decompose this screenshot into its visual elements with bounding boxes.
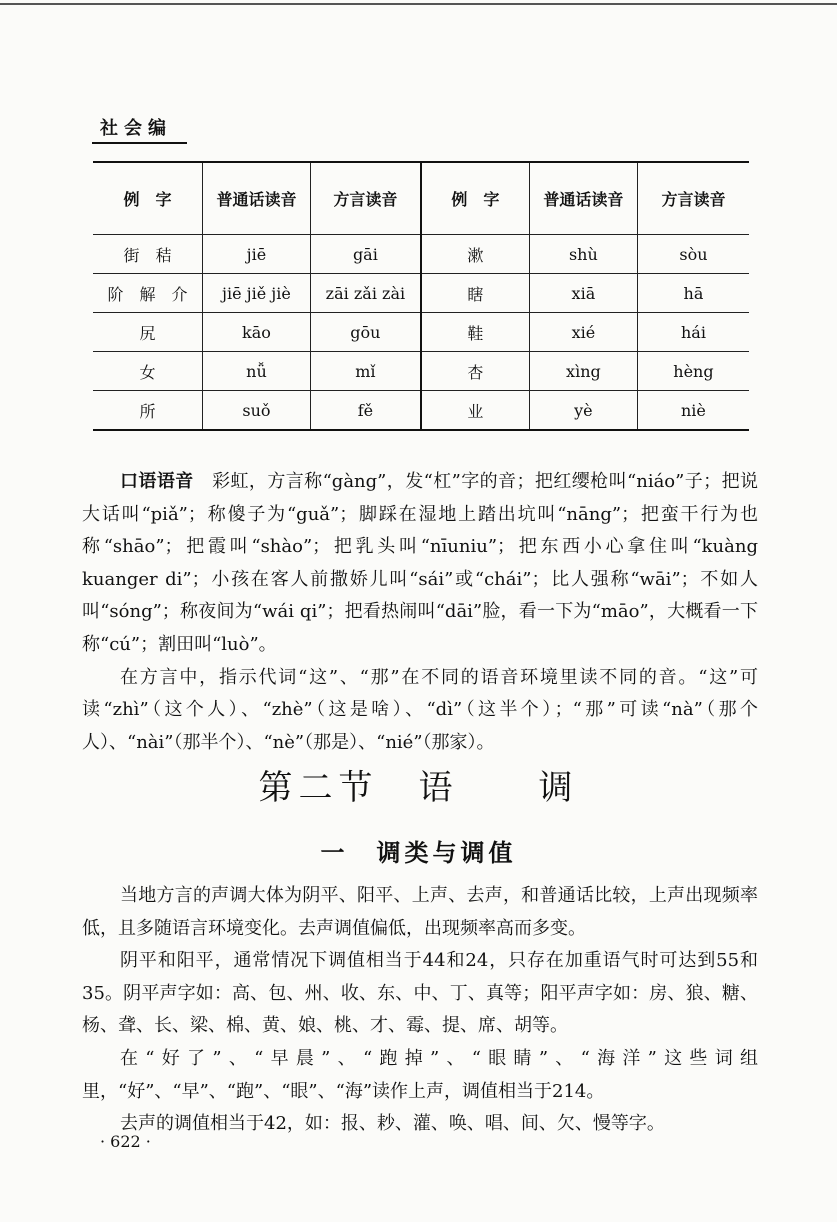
- table-cell: kāo: [202, 313, 310, 352]
- table-cell: yè: [529, 391, 637, 431]
- table-cell: 尻: [93, 313, 202, 352]
- table-cell: 瞎: [421, 274, 530, 313]
- table-row: [93, 274, 749, 313]
- table-cell: 街 秸: [93, 235, 202, 274]
- table-cell: xié: [529, 313, 637, 352]
- table-header-row: [93, 162, 749, 235]
- table-cell: mǐ: [310, 352, 420, 391]
- table-cell: 鞋: [421, 313, 530, 352]
- table-cell: niè: [637, 391, 749, 431]
- table-cell: 所: [93, 391, 202, 431]
- table-cell: 阶 解 介: [93, 274, 202, 313]
- table-cell: 杏: [421, 352, 530, 391]
- subsection-title: 一 调类与调值: [320, 838, 517, 867]
- paragraph-colloquial-speech: [82, 466, 758, 662]
- running-header: 社会编: [100, 118, 172, 139]
- table-cell: nǚ: [202, 352, 310, 391]
- pronunciation-table: [93, 161, 749, 431]
- table-cell: hèng: [637, 352, 749, 391]
- paragraph-tone-overview: 当地方言的声调大体为阴平、阳平、上声、去声，和普通话比较，上声出现频率低，且多随语言环境变化。去声调值偏低，出现频率高而多变。: [82, 885, 758, 939]
- table-cell: jiē jiě jiè: [202, 274, 310, 313]
- table-row: [93, 391, 749, 431]
- column-header-mandarin: 普通话读音: [202, 162, 310, 235]
- table-cell: hái: [637, 313, 749, 352]
- paragraph-rising-tone: 在“好了”、“早晨”、“跑掉”、“眼睛”、“海洋”这些词组里，“好”、“早”、“跑”、“眼”、“海”读作上声，调值相当于214。: [82, 1047, 758, 1102]
- paragraph-lead-term: 口语语音: [120, 471, 194, 492]
- dialect-pronunciation-text: [82, 466, 758, 759]
- table-cell: jiē: [202, 235, 310, 274]
- paragraph-level-tones: 阴平和阳平，通常情况下调值相当于44和24，只存在加重语气时可达到55和35。阴平声字如：高、包、州、收、东、中、丁、真等；阳平声字如：房、狼、糖、杨、聋、长、梁、棉、黄、娘、桃、才、霉、提、席、胡等。: [82, 950, 758, 1037]
- column-header-dialect-2: 方言读音: [637, 162, 749, 235]
- column-header-example: 例 字: [93, 162, 202, 235]
- table-row: [93, 313, 749, 352]
- table-cell: hā: [637, 274, 749, 313]
- table-cell: xiā: [529, 274, 637, 313]
- table-cell: shù: [529, 235, 637, 274]
- table-row: [93, 352, 749, 391]
- page-number: · 622 ·: [100, 1132, 151, 1151]
- table-cell: gāi: [310, 235, 420, 274]
- tone-text: [82, 880, 758, 1141]
- page-top-edge-line: [0, 3, 837, 5]
- table-cell: 业: [421, 391, 530, 431]
- section-title: 第二节 语 调: [258, 768, 579, 808]
- table-cell: gōu: [310, 313, 420, 352]
- table-cell: 漱: [421, 235, 530, 274]
- table-cell: zāi zǎi zài: [310, 274, 420, 313]
- header-rule: [92, 142, 187, 144]
- column-header-dialect: 方言读音: [310, 162, 420, 235]
- table-cell: 女: [93, 352, 202, 391]
- paragraph-falling-tone: 去声的调值相当于42，如：报、耖、灌、唤、唱、间、欠、慢等字。: [120, 1113, 665, 1135]
- column-header-example-2: 例 字: [421, 162, 530, 235]
- table-cell: fě: [310, 391, 420, 431]
- table-cell: xìng: [529, 352, 637, 391]
- paragraph-body: 彩虹，方言称“gàng”，发“杠”字的音；把红缨枪叫“niáo”子；把说大话叫“piǎ”；称傻子为“guǎ”；脚踩在湿地上踏出坑叫“nāng”；把蛮干行为也称“shāo”；把霞叫“shào”；把乳头叫“nīuniu”；把东西小心拿住叫“kuàng kuanger di”；小孩在客人前撒娇儿叫“sái”或“chái”；比人强称“wāi”；不如人叫“sóng”；称夜间为“wái qi”；把看热闹叫“dāi”脸，看一下为“māo”，大概看一下称“cú”；割田叫“luò”。: [82, 471, 759, 655]
- table-row: [93, 235, 749, 274]
- table-cell: sòu: [637, 235, 749, 274]
- column-header-mandarin-2: 普通话读音: [529, 162, 637, 235]
- table-cell: suǒ: [202, 391, 310, 431]
- paragraph-demonstratives: 在方言中，指示代词“这”、“那”在不同的语音环境里读不同的音。“这”可读“zhì”（这个人）、“zhè”（这是啥）、“dì”（这半个）；“那”可读“nà”（那个人）、“nài”（那半个）、“nè”（那是）、“nié”（那家）。: [82, 666, 758, 753]
